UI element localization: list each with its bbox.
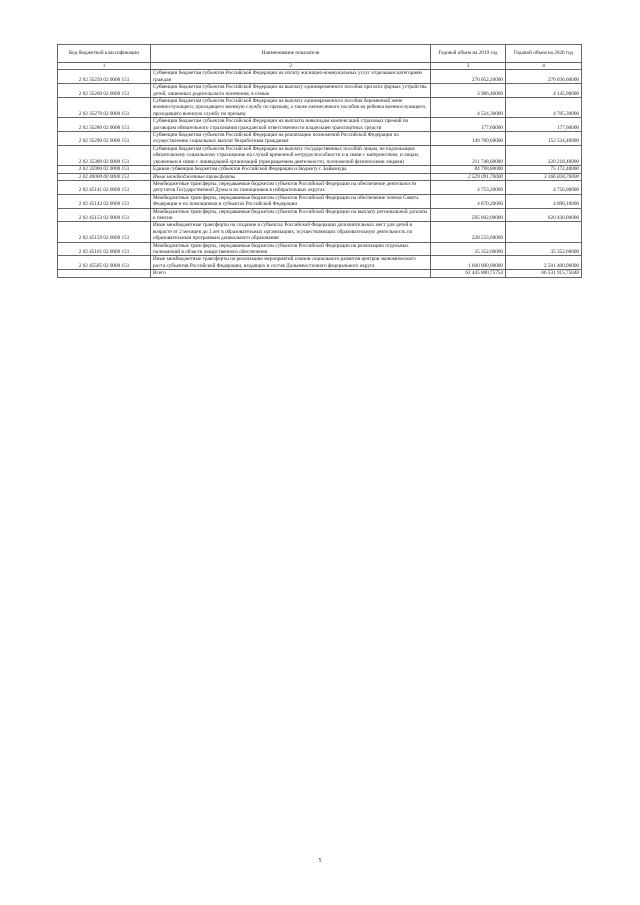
budget-code-cell: 2 02 45141 02 0000 151 xyxy=(58,180,151,194)
table-row xyxy=(58,208,582,222)
table-row xyxy=(58,256,582,270)
amount-2019-cell: 4 870,20000 xyxy=(431,194,506,208)
table-row xyxy=(58,242,582,256)
budget-code-cell: 2 02 45142 02 0000 151 xyxy=(58,194,151,208)
amount-2019-cell: 228 533,60000 xyxy=(431,222,506,242)
budget-table xyxy=(57,44,582,278)
column-index: 4 xyxy=(506,63,582,70)
indicator-name-cell: Иные межбюджетные трансферты на создание в субъектах Российской Федерации дополнительных мест для детей в возрасте от 2 месяцев до 3 лет в образовательных организациях, осуществляющих образовательную деятельность по образовательным программам дошкольного образования xyxy=(151,222,431,242)
table-row xyxy=(58,118,582,132)
table-row xyxy=(58,145,582,165)
table-row xyxy=(58,70,582,84)
column-index-row xyxy=(58,63,582,70)
indicator-name-cell: Всего xyxy=(151,270,431,277)
amount-2019-cell: 276 052,20000 xyxy=(431,70,506,84)
budget-code-cell: 2 02 35250 02 0000 151 xyxy=(58,70,151,84)
amount-2020-cell: 2 501 400,00000 xyxy=(506,256,582,270)
budget-code-cell: 2 02 45153 02 0000 151 xyxy=(58,208,151,222)
budget-code-cell: 2 02 45505 02 0000 151 xyxy=(58,256,151,270)
amount-2020-cell: 3 166 828,70000 xyxy=(506,173,582,180)
table-row xyxy=(58,98,582,118)
amount-2019-cell: 149 789,60000 xyxy=(431,132,506,146)
indicator-name-cell: Межбюджетные трансферты, передаваемые бюджетам субъектов Российской Федерации на выплату региональной доплаты к пенсии xyxy=(151,208,431,222)
table-row xyxy=(58,222,582,242)
budget-code-cell: 2 02 35260 02 0000 151 xyxy=(58,84,151,98)
budget-code-cell: 2 02 35280 02 0000 151 xyxy=(58,118,151,132)
table-row xyxy=(58,194,582,208)
amount-2020-cell: 276 036,60000 xyxy=(506,70,582,84)
amount-2019-cell: 4 753,20000 xyxy=(431,180,506,194)
table-row xyxy=(58,84,582,98)
amount-2019-cell: 2 529 091,70000 xyxy=(431,173,506,180)
header-2020: Годовой объем на 2020 год xyxy=(506,45,582,63)
indicator-name-cell: Межбюджетные трансферты, передаваемые бюджетам субъектов Российской Федерации на обеспечение членов Совета Федерации и их помощников в субъектах Российской Федерации xyxy=(151,194,431,208)
amount-2019-cell: 177,60000 xyxy=(431,118,506,132)
indicator-name-cell: Субвенции бюджетам субъектов Российской Федерации на выплаты инвалидам компенсаций страховых премий по договорам обязательного страхования гражданской ответственности владельцев транспортных средств xyxy=(151,118,431,132)
amount-2020-cell: 620 430,00000 xyxy=(506,208,582,222)
budget-code-cell: 2 02 35290 02 0000 151 xyxy=(58,132,151,146)
indicator-name-cell: Субвенции бюджетам субъектов Российской Федерации на оплату жилищно-коммунальных услуг отдельным категориям граждан xyxy=(151,70,431,84)
table-row xyxy=(58,173,582,180)
amount-2020-cell: 4 756,00000 xyxy=(506,180,582,194)
amount-2019-cell: 3 986,40000 xyxy=(431,84,506,98)
amount-2020-cell: 152 534,40000 xyxy=(506,132,582,146)
column-index: 3 xyxy=(431,63,506,70)
amount-2019-cell: 595 602,00000 xyxy=(431,208,506,222)
header-2019: Годовой объем на 2019 год xyxy=(431,45,506,63)
amount-2019-cell: 62 445 880,75754 xyxy=(431,270,506,277)
table-body xyxy=(58,70,582,277)
header-code: Код бюджетной классификации xyxy=(58,45,151,63)
budget-code-cell: 2 02 45161 02 0000 151 xyxy=(58,242,151,256)
amount-2020-cell: 35 352,60000 xyxy=(506,242,582,256)
indicator-name-cell: Субвенции бюджетам субъектов Российской Федерации на реализацию полномочий Российской Федерации по осуществлению социальных выплат безработным гражданам xyxy=(151,132,431,146)
indicator-name-cell: Межбюджетные трансферты, передаваемые бюджетам субъектов Российской Федерации на обеспечение деятельности депутатов Государственной Думы и их помощников в избирательных округах xyxy=(151,180,431,194)
budget-code-cell: 2 02 35900 02 0000 151 xyxy=(58,166,151,173)
budget-code-cell: 2 02 35380 02 0000 151 xyxy=(58,145,151,165)
indicator-name-cell: Субвенции бюджетам субъектов Российской Федерации на выплату единовременного пособия беременной жене военнослужащего, проходящего военную службу по призыву, а также ежемесячного пособия на ребенка военнослужащего, проходящего военную службу по призыву xyxy=(151,98,431,118)
column-index: 1 xyxy=(58,63,151,70)
indicator-name-cell: Иные межбюджетные трансферты на реализацию мероприятий планов социального развития центров экономического роста субъектов Российской Федерации, входящих в состав Дальневосточного федерального округа xyxy=(151,256,431,270)
amount-2019-cell: 4 524,30000 xyxy=(431,98,506,118)
amount-2019-cell: 84 798,80000 xyxy=(431,166,506,173)
amount-2020-cell: 220 218,40000 xyxy=(506,145,582,165)
total-row xyxy=(58,270,582,277)
budget-code-cell: 2 02 35270 02 0000 151 xyxy=(58,98,151,118)
amount-2020-cell: 4 890,10000 xyxy=(506,194,582,208)
amount-2020-cell: 4 705,30000 xyxy=(506,98,582,118)
page-number: 5 xyxy=(318,858,322,864)
amount-2020-cell: 177,60000 xyxy=(506,118,582,132)
indicator-name-cell: Иные межбюджетные трансферты xyxy=(151,173,431,180)
indicator-name-cell: Субвенции бюджетам субъектов Российской Федерации на выплату государственных пособий лицам, не подлежащим обязательному социальному страхованию на случай временной нетрудоспособности и в связи с материнством, и лицам, уволенным в связи с ликвидацией организаций (прекращением деятельности, полномочий физическими лицами) xyxy=(151,145,431,165)
table-row xyxy=(58,180,582,194)
header-name: Наименование показателя xyxy=(151,45,431,63)
amount-2020-cell: 66 531 915,75048 xyxy=(506,270,582,277)
indicator-name-cell: Единая субвенция бюджетам субъектов Российской Федерации и бюджету г. Байконура xyxy=(151,166,431,173)
budget-code-cell: 2 02 40000 00 0000 151 xyxy=(58,173,151,180)
amount-2019-cell: 35 352,60000 xyxy=(431,242,506,256)
column-index: 2 xyxy=(151,63,431,70)
budget-code-cell xyxy=(58,270,151,277)
indicator-name-cell: Межбюджетные трансферты, передаваемые бюджетам субъектов Российской Федерации на реализацию отдельных полномочий в области лекарственного обеспечения xyxy=(151,242,431,256)
indicator-name-cell: Субвенции бюджетам субъектов Российской Федерации на выплату единовременного пособия при всех формах устройства детей, лишенных родительского попечения, в семью xyxy=(151,84,431,98)
amount-2019-cell: 211 748,60000 xyxy=(431,145,506,165)
amount-2020-cell: 4 145,90000 xyxy=(506,84,582,98)
amount-2020-cell xyxy=(506,222,582,242)
amount-2019-cell: 1 660 000,00000 xyxy=(431,256,506,270)
header-row xyxy=(58,45,582,63)
budget-code-cell: 2 02 45159 02 0000 151 xyxy=(58,222,151,242)
table-row xyxy=(58,166,582,173)
table-row xyxy=(58,132,582,146)
amount-2020-cell: 75 172,40000 xyxy=(506,166,582,173)
